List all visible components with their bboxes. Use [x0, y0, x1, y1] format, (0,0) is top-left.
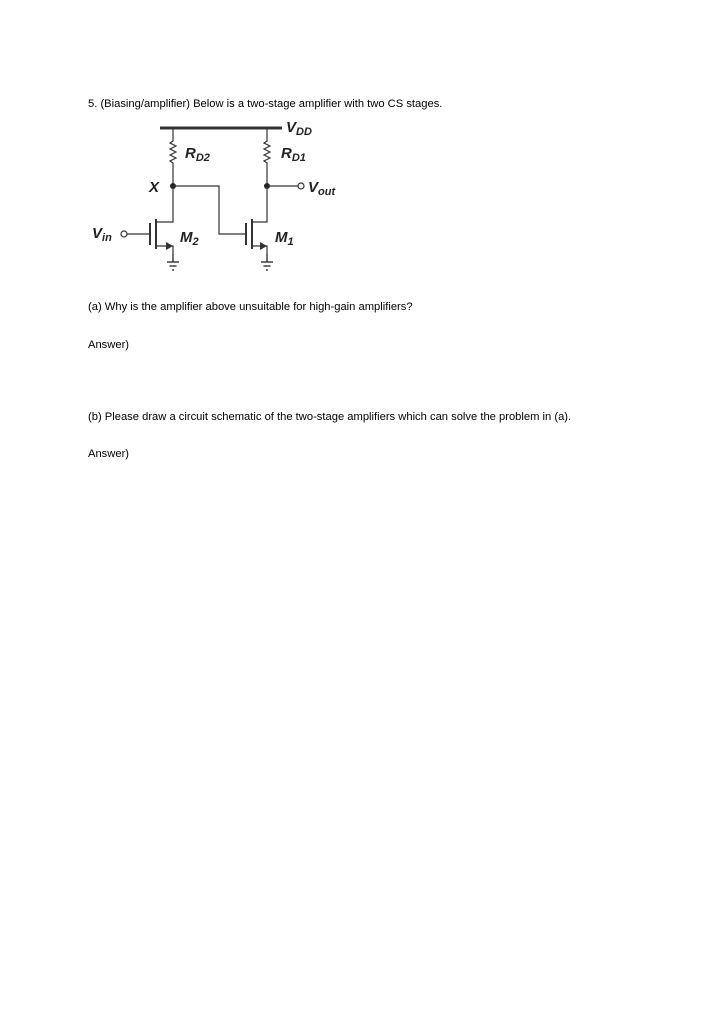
node-x-label: X [149, 179, 160, 196]
m2-transistor [150, 186, 173, 254]
two-stage-cs-amplifier-schematic [86, 112, 366, 282]
m1-ground-icon [261, 254, 273, 270]
vout-label: $V_{out}$ [308, 179, 336, 198]
question-header: 5. (Biasing/amplifier) Below is a two-stage amplifier with two CS stages. [88, 98, 443, 110]
rd1-label: $R_{D1}$ [281, 145, 306, 164]
rd1-resistor [264, 128, 270, 186]
m2-ground-icon [167, 254, 179, 270]
vdd-label: $V_{DD}$ [286, 119, 312, 138]
m1-transistor [246, 186, 267, 254]
m2-label: $M_2$ [180, 229, 199, 248]
rd2-label: $R_{D2}$ [185, 145, 210, 164]
m1-label: $M_1$ [275, 229, 294, 248]
answer-b-label: Answer) [88, 448, 130, 460]
vin-label: $V_{in}$ [92, 225, 112, 244]
x-to-m1-gate-wire [173, 186, 246, 234]
vin-terminal [121, 231, 127, 237]
rd2-resistor [170, 128, 176, 186]
question-part-a: (a) Why is the amplifier above unsuitable for high-gain amplifiers? [88, 301, 413, 313]
question-part-b: (b) Please draw a circuit schematic of the two-stage amplifiers which can solve the problem in (a). [88, 411, 572, 423]
answer-a-label: Answer) [88, 339, 130, 351]
vout-terminal [298, 183, 304, 189]
